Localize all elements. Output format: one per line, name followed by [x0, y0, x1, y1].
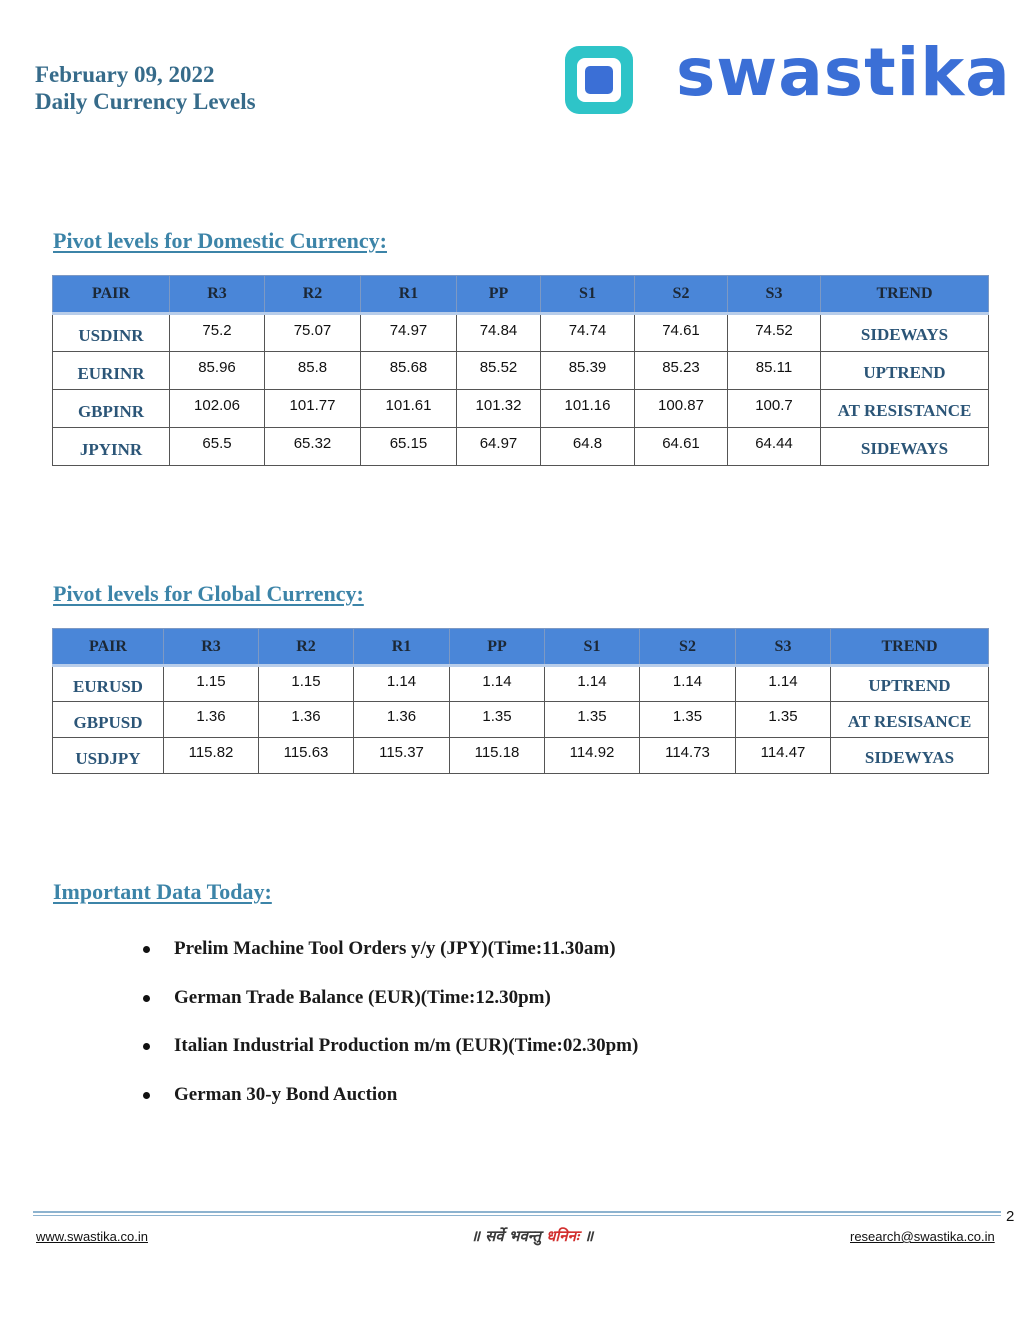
trend-cell: UPTREND: [831, 666, 989, 702]
value-cell: 114.73: [640, 738, 736, 774]
col-header-s3: S3: [728, 276, 821, 314]
footer-divider: [33, 1211, 1001, 1213]
value-cell: 85.23: [635, 352, 728, 390]
email-link[interactable]: research@swastika.co.in: [850, 1229, 995, 1244]
pair-cell: USDINR: [53, 314, 170, 352]
table-row: [53, 666, 989, 702]
important-events-list: [140, 930, 638, 1124]
pair-cell: JPYINR: [53, 428, 170, 466]
global-pivot-table: [52, 628, 989, 774]
value-cell: 1.14: [545, 666, 640, 702]
value-cell: 74.74: [541, 314, 635, 352]
col-header-r3: R3: [164, 629, 259, 666]
col-header-s2: S2: [635, 276, 728, 314]
value-cell: 1.35: [640, 702, 736, 738]
pair-cell: USDJPY: [53, 738, 164, 774]
col-header-r1: R1: [354, 629, 450, 666]
trend-cell: AT RESISTANCE: [821, 390, 989, 428]
table-row: [53, 314, 989, 352]
value-cell: 64.8: [541, 428, 635, 466]
report-date: February 09, 2022: [35, 62, 215, 87]
col-header-r1: R1: [361, 276, 457, 314]
trend-cell: AT RESISANCE: [831, 702, 989, 738]
value-cell: 85.68: [361, 352, 457, 390]
list-item: [140, 1076, 638, 1125]
value-cell: 101.61: [361, 390, 457, 428]
logo-wordmark: swastika: [676, 34, 1011, 111]
trend-cell: SIDEWAYS: [821, 314, 989, 352]
value-cell: 115.37: [354, 738, 450, 774]
value-cell: 75.07: [265, 314, 361, 352]
bullet-icon: [143, 995, 150, 1002]
value-cell: 64.44: [728, 428, 821, 466]
pair-cell: EURUSD: [53, 666, 164, 702]
motto-prefix: ॥ सर्वे भवन्तु: [471, 1227, 547, 1245]
logo-mark-icon: [563, 44, 635, 116]
domestic-header-row: [53, 276, 989, 314]
value-cell: 65.5: [170, 428, 265, 466]
domestic-pivot-table: [52, 275, 989, 466]
col-header-r3: R3: [170, 276, 265, 314]
table-row: [53, 352, 989, 390]
col-header-r2: R2: [259, 629, 354, 666]
pair-cell: GBPUSD: [53, 702, 164, 738]
pair-cell: GBPINR: [53, 390, 170, 428]
col-header-trend: TREND: [821, 276, 989, 314]
report-subtitle: Daily Currency Levels: [35, 89, 256, 114]
value-cell: 101.32: [457, 390, 541, 428]
value-cell: 85.8: [265, 352, 361, 390]
important-section-title: Important Data Today:: [53, 879, 272, 904]
value-cell: 115.63: [259, 738, 354, 774]
value-cell: 1.15: [259, 666, 354, 702]
motto-suffix: ॥: [578, 1227, 594, 1245]
value-cell: 75.2: [170, 314, 265, 352]
value-cell: 65.15: [361, 428, 457, 466]
page-number: 2: [1006, 1208, 1015, 1225]
value-cell: 1.36: [354, 702, 450, 738]
value-cell: 64.61: [635, 428, 728, 466]
value-cell: 85.96: [170, 352, 265, 390]
value-cell: 74.97: [361, 314, 457, 352]
footer-motto: [471, 1226, 593, 1246]
bullet-icon: [143, 1043, 150, 1050]
trend-cell: SIDEWAYS: [821, 428, 989, 466]
col-header-s1: S1: [545, 629, 640, 666]
col-header-trend: TREND: [831, 629, 989, 666]
footer-divider-thin: [33, 1215, 1001, 1216]
col-header-pp: PP: [457, 276, 541, 314]
value-cell: 85.52: [457, 352, 541, 390]
value-cell: 85.39: [541, 352, 635, 390]
value-cell: 1.14: [450, 666, 545, 702]
value-cell: 74.61: [635, 314, 728, 352]
pair-cell: EURINR: [53, 352, 170, 390]
trend-cell: UPTREND: [821, 352, 989, 390]
col-header-r2: R2: [265, 276, 361, 314]
value-cell: 1.35: [450, 702, 545, 738]
value-cell: 74.52: [728, 314, 821, 352]
list-item: [140, 1027, 638, 1076]
table-row: [53, 738, 989, 774]
col-header-s3: S3: [736, 629, 831, 666]
col-header-pair: PAIR: [53, 629, 164, 666]
event-text: German Trade Balance (EUR)(Time:12.30pm): [174, 986, 551, 1008]
value-cell: 1.35: [545, 702, 640, 738]
col-header-pp: PP: [450, 629, 545, 666]
value-cell: 114.47: [736, 738, 831, 774]
table-row: [53, 428, 989, 466]
event-text: Prelim Machine Tool Orders y/y (JPY)(Time:11.30am): [174, 938, 616, 959]
value-cell: 115.18: [450, 738, 545, 774]
value-cell: 64.97: [457, 428, 541, 466]
global-header-row: [53, 629, 989, 666]
swastika-logo: [558, 34, 1011, 122]
value-cell: 1.36: [259, 702, 354, 738]
event-text: Italian Industrial Production m/m (EUR)(Time:02.30pm): [174, 1035, 639, 1056]
value-cell: 100.87: [635, 390, 728, 428]
value-cell: 114.92: [545, 738, 640, 774]
bullet-icon: [143, 1092, 150, 1099]
value-cell: 100.7: [728, 390, 821, 428]
table-row: [53, 702, 989, 738]
value-cell: 1.14: [736, 666, 831, 702]
value-cell: 115.82: [164, 738, 259, 774]
value-cell: 101.16: [541, 390, 635, 428]
list-item: [140, 930, 638, 979]
list-item: [140, 979, 638, 1028]
motto-highlight: धनिनः: [546, 1227, 579, 1245]
trend-cell: SIDEWYAS: [831, 738, 989, 774]
value-cell: 74.84: [457, 314, 541, 352]
value-cell: 102.06: [170, 390, 265, 428]
value-cell: 1.36: [164, 702, 259, 738]
value-cell: 1.14: [640, 666, 736, 702]
col-header-pair: PAIR: [53, 276, 170, 314]
col-header-s2: S2: [640, 629, 736, 666]
value-cell: 85.11: [728, 352, 821, 390]
bullet-icon: [143, 946, 150, 953]
global-section-title: Pivot levels for Global Currency:: [53, 581, 364, 606]
domestic-section-title: Pivot levels for Domestic Currency:: [53, 228, 387, 253]
table-row: [53, 390, 989, 428]
value-cell: 1.14: [354, 666, 450, 702]
value-cell: 1.15: [164, 666, 259, 702]
event-text: German 30-y Bond Auction: [174, 1083, 398, 1105]
value-cell: 101.77: [265, 390, 361, 428]
value-cell: 65.32: [265, 428, 361, 466]
col-header-s1: S1: [541, 276, 635, 314]
website-link[interactable]: www.swastika.co.in: [36, 1229, 148, 1244]
value-cell: 1.35: [736, 702, 831, 738]
